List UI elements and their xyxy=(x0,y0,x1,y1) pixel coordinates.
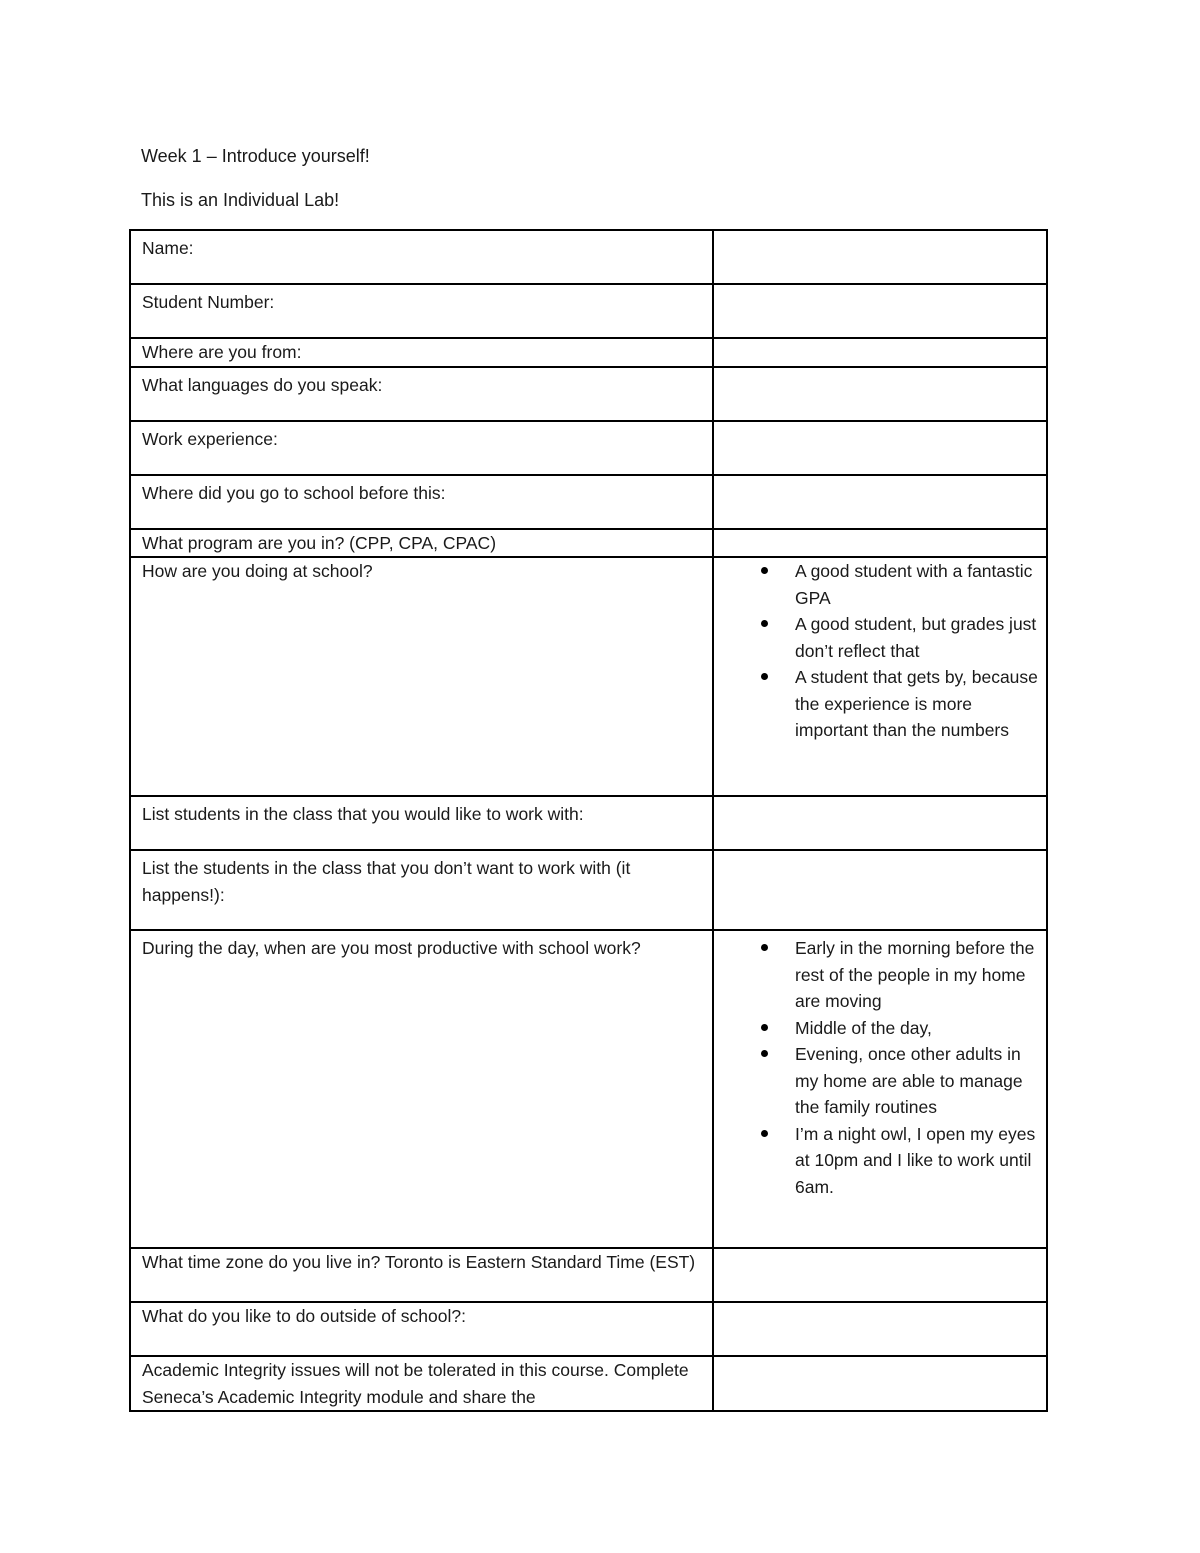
answer-cell-name[interactable] xyxy=(713,230,1047,284)
table-row xyxy=(130,230,1047,284)
answer-cell-location[interactable] xyxy=(713,338,1047,367)
page-title: Week 1 – Introduce yourself! xyxy=(141,146,370,166)
list-item: I’m a night owl, I open my eyes at 10pm and I like to work until 6am. xyxy=(795,1121,1040,1201)
question-cell: How are you doing at school? xyxy=(130,557,713,796)
answer-cell-program[interactable] xyxy=(713,529,1047,558)
answer-cell-previous-school[interactable] xyxy=(713,475,1047,529)
answer-cell-work-experience[interactable] xyxy=(713,421,1047,475)
answer-cell-student-number[interactable] xyxy=(713,284,1047,338)
question-cell: List students in the class that you would like to work with: xyxy=(130,796,713,850)
answer-cell-preferred-partners[interactable] xyxy=(713,796,1047,850)
page-subtitle: This is an Individual Lab! xyxy=(141,190,340,210)
table-row xyxy=(130,1356,1047,1411)
question-cell: What program are you in? (CPP, CPA, CPAC) xyxy=(130,529,713,558)
question-cell: Academic Integrity issues will not be tolerated in this course. Complete Seneca’s Academic Integrity module and share the xyxy=(130,1356,713,1411)
answer-cell-avoided-partners[interactable] xyxy=(713,850,1047,930)
question-cell: List the students in the class that you don’t want to work with (it happens!): xyxy=(130,850,713,930)
table-row xyxy=(130,796,1047,850)
answer-cell-academic-integrity[interactable] xyxy=(713,1356,1047,1411)
question-cell: Work experience: xyxy=(130,421,713,475)
list-item: A good student, but grades just don’t reflect that xyxy=(795,611,1040,664)
table-row xyxy=(130,529,1047,558)
table-row xyxy=(130,367,1047,421)
table-row xyxy=(130,421,1047,475)
option-list xyxy=(714,558,1040,744)
option-list xyxy=(714,935,1040,1200)
question-cell: Where did you go to school before this: xyxy=(130,475,713,529)
question-cell: During the day, when are you most productive with school work? xyxy=(130,930,713,1248)
table-row xyxy=(130,1248,1047,1302)
answer-cell-productive-time xyxy=(713,930,1047,1248)
table-row xyxy=(130,1302,1047,1356)
question-cell: Where are you from: xyxy=(130,338,713,367)
list-item: A good student with a fantastic GPA xyxy=(795,558,1040,611)
table-row xyxy=(130,338,1047,367)
list-item: Evening, once other adults in my home are able to manage the family routines xyxy=(795,1041,1040,1121)
question-cell: What time zone do you live in? Toronto is Eastern Standard Time (EST) xyxy=(130,1248,713,1302)
answer-cell-hobbies[interactable] xyxy=(713,1302,1047,1356)
answer-cell-time-zone[interactable] xyxy=(713,1248,1047,1302)
question-cell: What languages do you speak: xyxy=(130,367,713,421)
question-cell: Name: xyxy=(130,230,713,284)
question-cell: What do you like to do outside of school?: xyxy=(130,1302,713,1356)
list-item: Early in the morning before the rest of the people in my home are moving xyxy=(795,935,1040,1015)
answer-cell-languages[interactable] xyxy=(713,367,1047,421)
table-row xyxy=(130,930,1047,1248)
table-row xyxy=(130,475,1047,529)
list-item: A student that gets by, because the experience is more important than the numbers xyxy=(795,664,1040,744)
question-cell: Student Number: xyxy=(130,284,713,338)
questionnaire-table xyxy=(129,229,1048,1412)
table-row xyxy=(130,557,1047,796)
table-row xyxy=(130,850,1047,930)
table-row xyxy=(130,284,1047,338)
answer-cell-school-performance xyxy=(713,557,1047,796)
list-item: Middle of the day, xyxy=(795,1015,1040,1042)
